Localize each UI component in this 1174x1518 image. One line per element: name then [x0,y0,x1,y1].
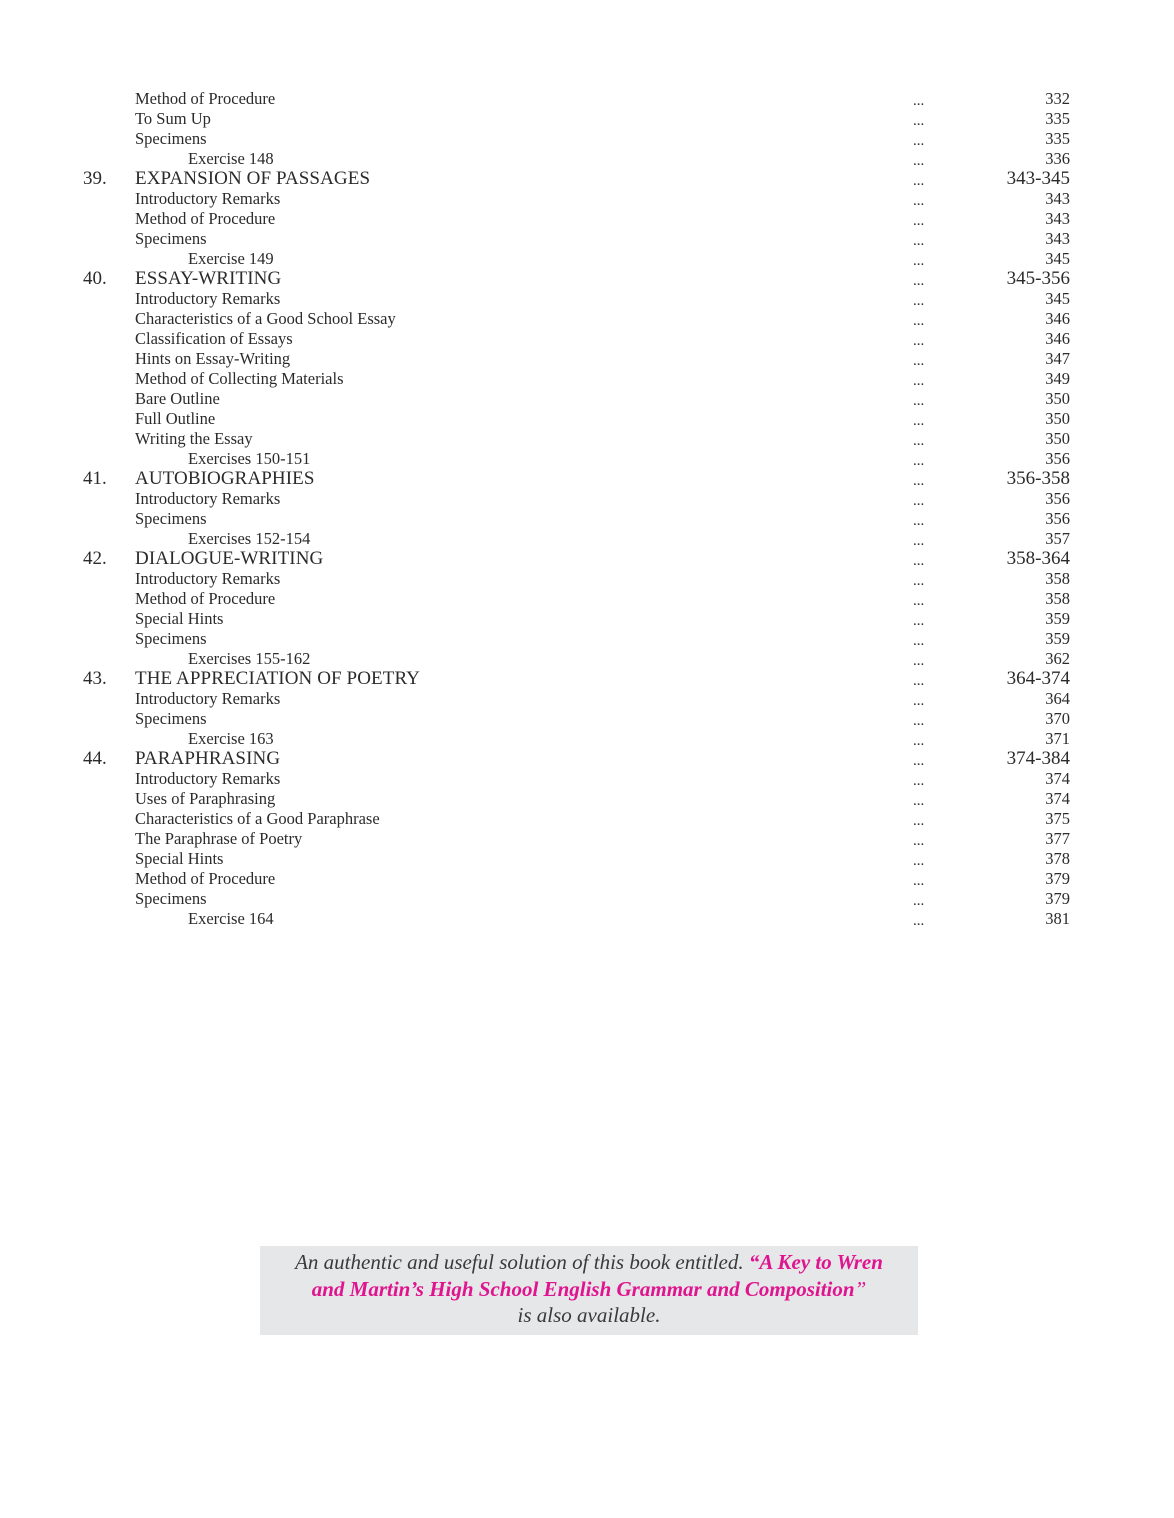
leader-dots: ... [913,813,925,829]
page-number: 371 [1045,729,1070,748]
entry-title: Exercise 148 [188,149,274,168]
page-number: 379 [1045,889,1070,908]
page-number: 362 [1045,649,1070,668]
page-number: 356-358 [1006,468,1070,489]
page-number: 346 [1045,309,1070,328]
leader-dots: ... [913,913,925,929]
leader-dots: ... [913,333,925,349]
page-number: 345 [1045,289,1070,308]
leader-dots: ... [913,653,925,669]
page-number: 379 [1045,869,1070,888]
entry-title: Introductory Remarks [135,189,281,208]
page-number: 343 [1045,229,1070,248]
toc-exercise-row [0,249,1174,269]
entry-title: Specimens [135,229,207,248]
toc-entry-row [0,129,1174,149]
leader-dots: ... [913,633,925,649]
entry-title: Uses of Paraphrasing [135,789,276,808]
entry-title: Method of Procedure [135,869,276,888]
chapter-number: 39. [83,168,107,189]
note-line-2 [260,1276,918,1303]
entry-title: Characteristics of a Good Paraphrase [135,809,380,828]
entry-title: Exercises 150-151 [188,449,311,468]
page-number: 350 [1045,409,1070,428]
page-number: 377 [1045,829,1070,848]
leader-dots: ... [913,93,925,109]
leader-dots: ... [913,893,925,909]
page-number: 359 [1045,609,1070,628]
page-number: 374 [1045,769,1070,788]
toc-entry-row [0,789,1174,809]
toc-entry-row [0,829,1174,849]
toc-exercise-row [0,449,1174,469]
entry-title: Introductory Remarks [135,289,281,308]
page-number: 374-384 [1006,748,1070,769]
toc-entry-row [0,689,1174,709]
toc-entry-row [0,609,1174,629]
chapter-number: 40. [83,268,107,289]
entry-title: Method of Procedure [135,89,276,108]
leader-dots: ... [913,373,925,389]
leader-dots: ... [913,433,925,449]
toc-entry-row [0,629,1174,649]
leader-dots: ... [913,413,925,429]
toc-chapter-row [0,749,1174,769]
chapter-title: ESSAY-WRITING [135,268,282,289]
toc-entry-row [0,429,1174,449]
page-number: 357 [1045,529,1070,548]
chapter-title: DIALOGUE-WRITING [135,548,324,569]
entry-title: Classification of Essays [135,329,293,348]
note-line-3 [260,1302,918,1329]
leader-dots: ... [913,713,925,729]
page-number: 350 [1045,389,1070,408]
page-number: 358 [1045,569,1070,588]
page-number: 350 [1045,429,1070,448]
toc-entry-row [0,349,1174,369]
leader-dots: ... [913,193,925,209]
page-number: 335 [1045,129,1070,148]
note-text: An authentic and useful solution of this book entitled. [295,1250,749,1274]
entry-title: Introductory Remarks [135,689,281,708]
leader-dots: ... [913,573,925,589]
entry-title: Hints on Essay-Writing [135,349,291,368]
toc-entry-row [0,769,1174,789]
toc-entry-row [0,189,1174,209]
entry-title: Specimens [135,709,207,728]
leader-dots: ... [913,673,925,689]
leader-dots: ... [913,453,925,469]
toc-entry-row [0,209,1174,229]
page-number: 374 [1045,789,1070,808]
toc-entry-row [0,309,1174,329]
toc-entry-row [0,849,1174,869]
leader-dots: ... [913,393,925,409]
entry-title: Characteristics of a Good School Essay [135,309,396,328]
book-title-start: “A Key to Wren [748,1250,883,1274]
page-number: 381 [1045,909,1070,928]
entry-title: Exercises 152-154 [188,529,311,548]
page-number: 343 [1045,209,1070,228]
leader-dots: ... [913,733,925,749]
chapter-title: THE APPRECIATION OF POETRY [135,668,420,689]
entry-title: Introductory Remarks [135,489,281,508]
page-number: 358-364 [1006,548,1070,569]
toc-exercise-row [0,649,1174,669]
entry-title: Exercises 155-162 [188,649,311,668]
entry-title: Specimens [135,509,207,528]
toc-entry-row [0,869,1174,889]
chapter-title: EXPANSION OF PASSAGES [135,168,371,189]
leader-dots: ... [913,533,925,549]
entry-title: Special Hints [135,849,224,868]
toc-exercise-row [0,909,1174,929]
toc-exercise-row [0,149,1174,169]
toc-chapter-row [0,469,1174,489]
leader-dots: ... [913,693,925,709]
page-number: 335 [1045,109,1070,128]
leader-dots: ... [913,153,925,169]
leader-dots: ... [913,273,925,289]
leader-dots: ... [913,773,925,789]
page-number: 343 [1045,189,1070,208]
chapter-number: 42. [83,548,107,569]
leader-dots: ... [913,213,925,229]
page-number: 332 [1045,89,1070,108]
entry-title: The Paraphrase of Poetry [135,829,303,848]
leader-dots: ... [913,793,925,809]
entry-title: Introductory Remarks [135,769,281,788]
page-number: 336 [1045,149,1070,168]
toc-entry-row [0,409,1174,429]
leader-dots: ... [913,853,925,869]
toc-entry-row [0,709,1174,729]
page-number: 345-356 [1006,268,1070,289]
page-number: 364 [1045,689,1070,708]
toc-entry-row [0,489,1174,509]
leader-dots: ... [913,353,925,369]
toc-exercise-row [0,529,1174,549]
toc-entry-row [0,389,1174,409]
leader-dots: ... [913,553,925,569]
toc-exercise-row [0,729,1174,749]
toc-entry-row [0,109,1174,129]
entry-title: To Sum Up [135,109,211,128]
entry-title: Specimens [135,889,207,908]
chapter-number: 44. [83,748,107,769]
toc-entry-row [0,569,1174,589]
page-number: 359 [1045,629,1070,648]
table-of-contents [0,89,1174,929]
leader-dots: ... [913,473,925,489]
toc-entry-row [0,229,1174,249]
page-number: 370 [1045,709,1070,728]
toc-entry-row [0,509,1174,529]
entry-title: Introductory Remarks [135,569,281,588]
toc-entry-row [0,89,1174,109]
toc-chapter-row [0,669,1174,689]
closing-quote: ” [854,1276,867,1301]
leader-dots: ... [913,173,925,189]
book-title-end: and Martin’s High School English Grammar and Composition [311,1276,855,1301]
chapter-number: 41. [83,468,107,489]
entry-title: Exercise 163 [188,729,274,748]
page-number: 343-345 [1006,168,1070,189]
entry-title: Specimens [135,129,207,148]
leader-dots: ... [913,113,925,129]
toc-chapter-row [0,269,1174,289]
toc-chapter-row [0,169,1174,189]
leader-dots: ... [913,613,925,629]
note-line-1 [260,1249,918,1276]
toc-entry-row [0,289,1174,309]
leader-dots: ... [913,293,925,309]
leader-dots: ... [913,133,925,149]
leader-dots: ... [913,873,925,889]
page-number: 378 [1045,849,1070,868]
entry-title: Method of Procedure [135,209,276,228]
entry-title: Exercise 149 [188,249,274,268]
entry-title: Specimens [135,629,207,648]
note-availability: is also available. [517,1303,661,1327]
chapter-number: 43. [83,668,107,689]
entry-title: Writing the Essay [135,429,253,448]
leader-dots: ... [913,233,925,249]
page-number: 346 [1045,329,1070,348]
page-number: 375 [1045,809,1070,828]
page-number: 356 [1045,449,1070,468]
key-availability-note [260,1246,918,1335]
page-number: 358 [1045,589,1070,608]
chapter-title: AUTOBIOGRAPHIES [135,468,315,489]
page-number: 356 [1045,489,1070,508]
leader-dots: ... [913,493,925,509]
chapter-title: PARAPHRASING [135,748,281,769]
page-number: 349 [1045,369,1070,388]
entry-title: Special Hints [135,609,224,628]
page-number: 356 [1045,509,1070,528]
leader-dots: ... [913,513,925,529]
toc-entry-row [0,889,1174,909]
entry-title: Method of Procedure [135,589,276,608]
toc-entry-row [0,369,1174,389]
leader-dots: ... [913,833,925,849]
entry-title: Bare Outline [135,389,220,408]
toc-entry-row [0,589,1174,609]
page-number: 345 [1045,249,1070,268]
entry-title: Exercise 164 [188,909,274,928]
leader-dots: ... [913,593,925,609]
toc-chapter-row [0,549,1174,569]
entry-title: Full Outline [135,409,216,428]
page-number: 347 [1045,349,1070,368]
leader-dots: ... [913,753,925,769]
page-number: 364-374 [1006,668,1070,689]
entry-title: Method of Collecting Materials [135,369,344,388]
toc-entry-row [0,329,1174,349]
leader-dots: ... [913,313,925,329]
leader-dots: ... [913,253,925,269]
toc-entry-row [0,809,1174,829]
